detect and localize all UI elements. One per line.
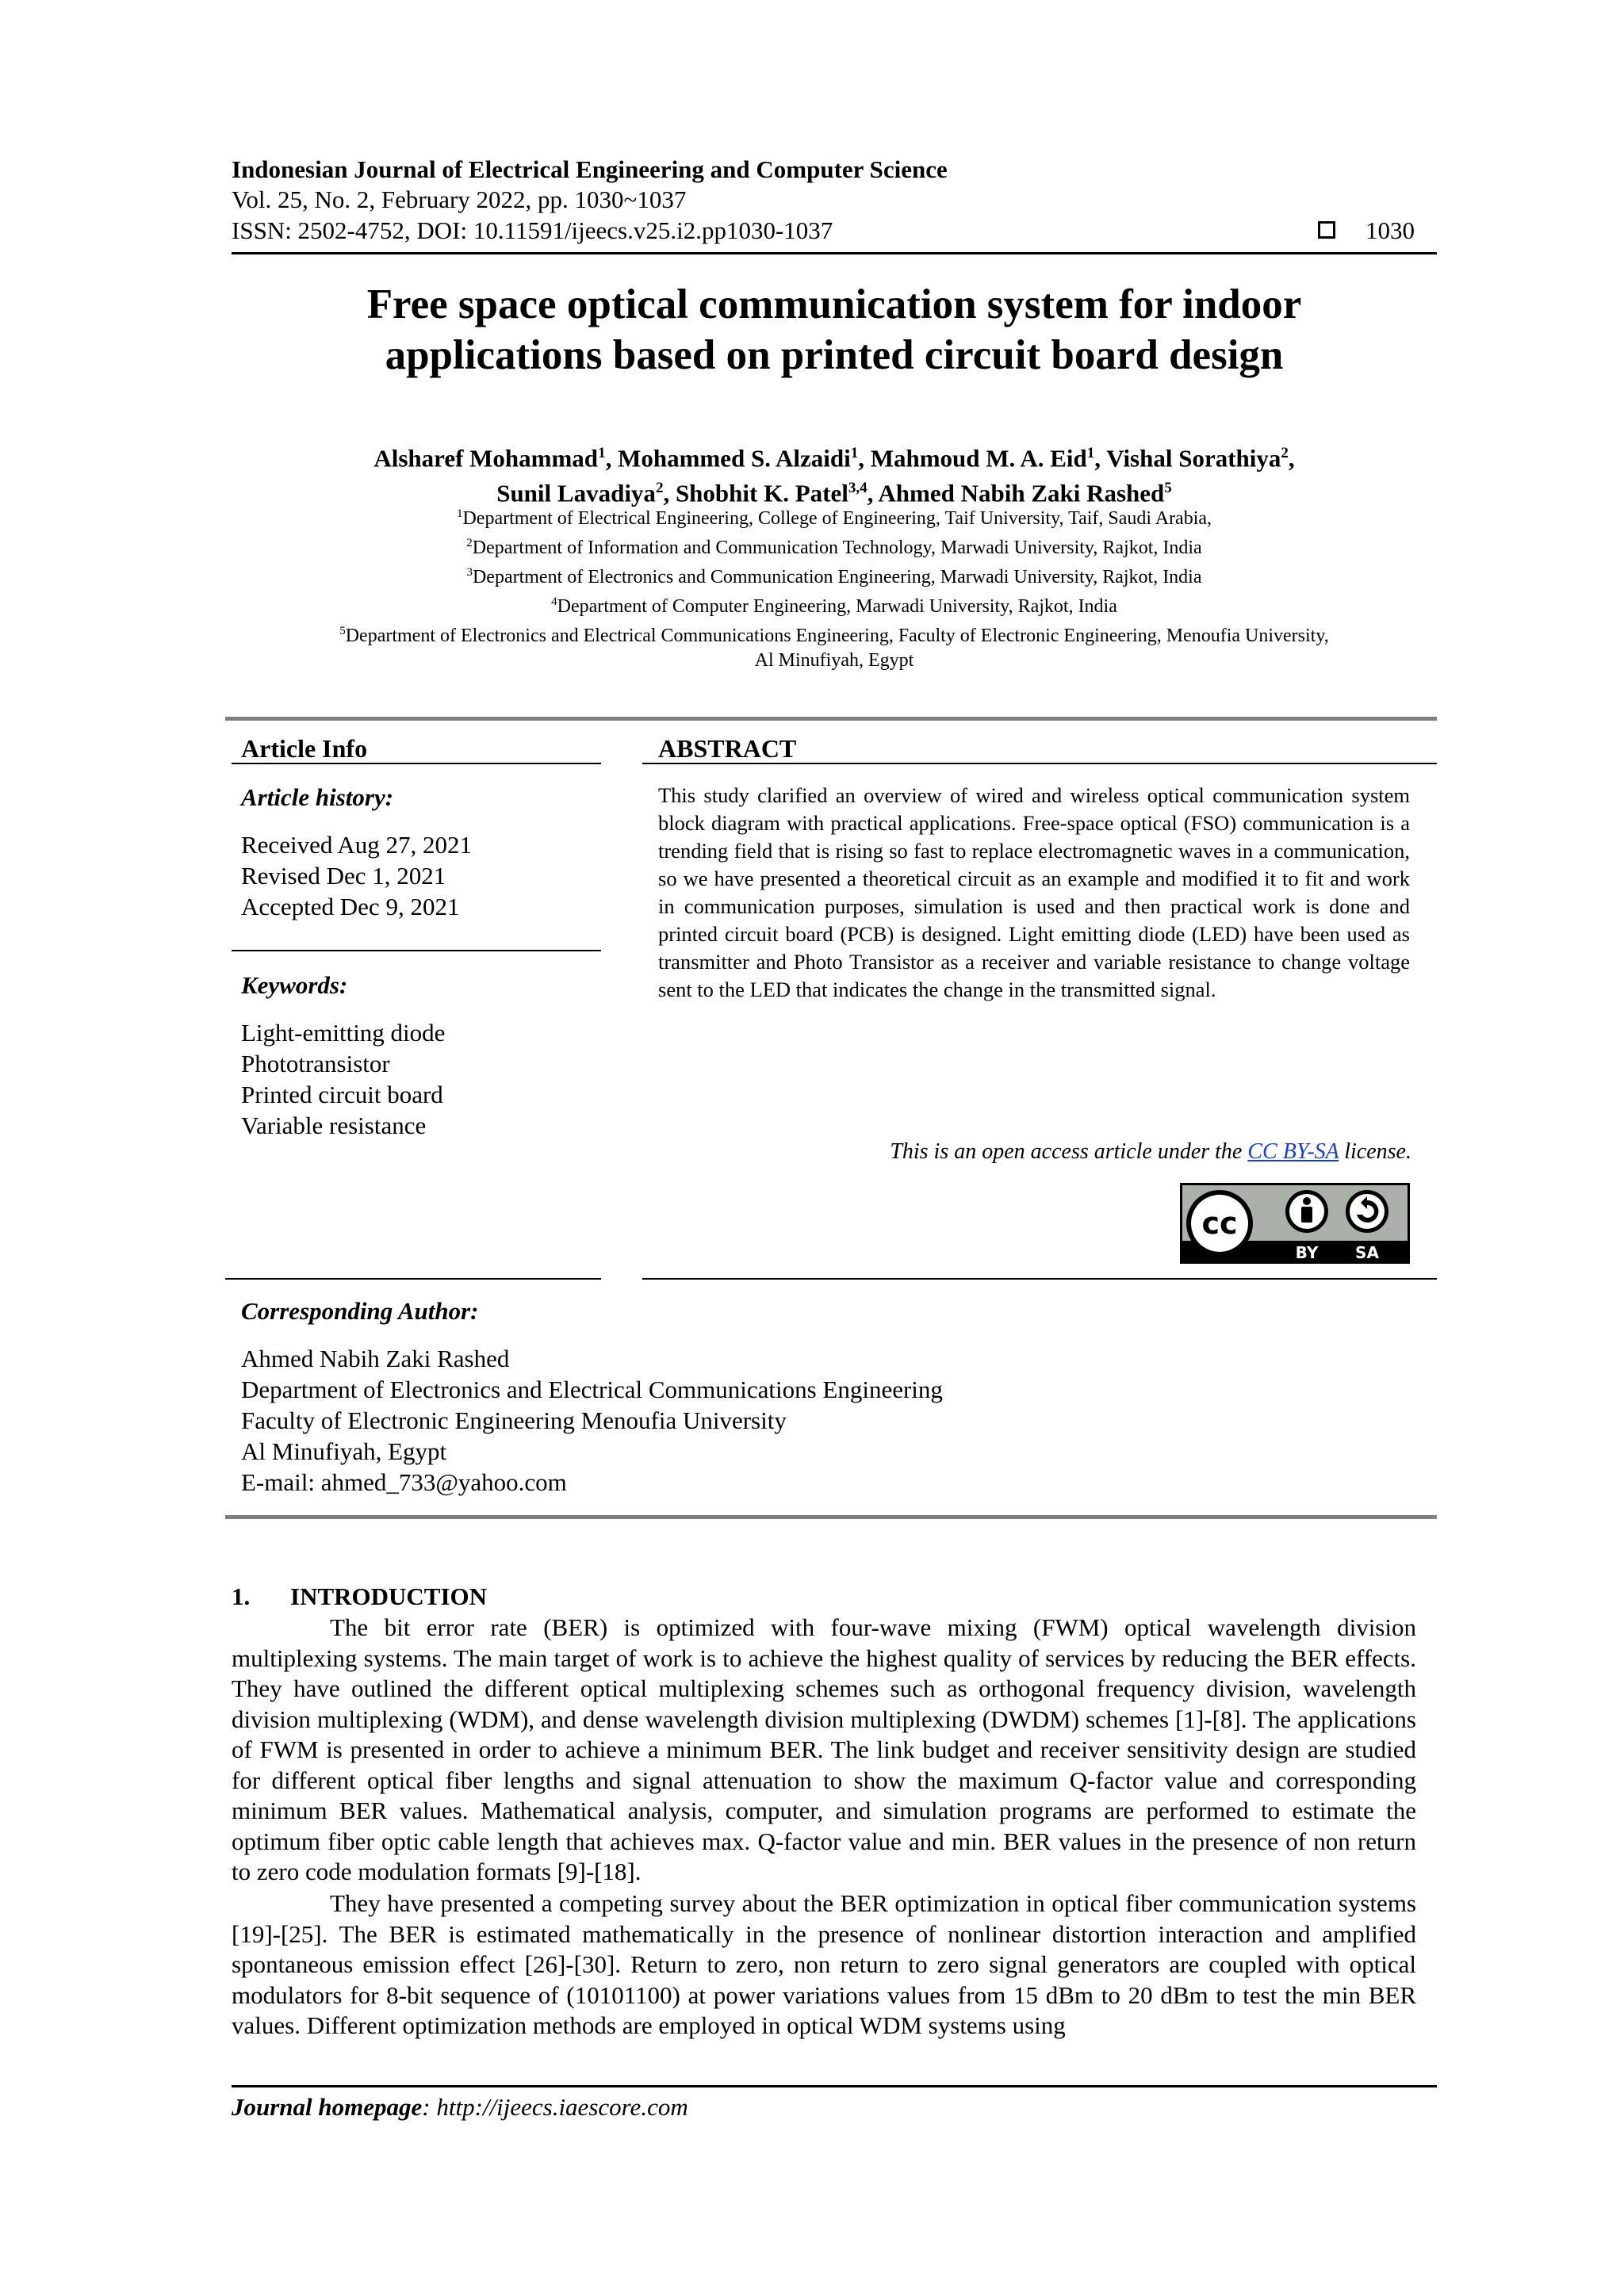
license-prefix: This is an open access article under the [890,1139,1248,1164]
badge-by-text: BY [1295,1243,1319,1262]
author-name: Shobhit K. Patel [675,479,848,507]
affil-mark: 3 [466,566,473,579]
homepage-url[interactable]: : http://ijeecs.iaescore.com [422,2093,688,2121]
author-affil-mark: 5 [1164,480,1172,497]
header-divider [232,252,1437,254]
keywords-heading: Keywords: [241,971,348,999]
history-keywords-rule [232,950,601,951]
affil-text: Department of Electronics and Communication Engineering, Marwadi University, Rajkot, India [472,567,1202,587]
history-item: Accepted Dec 9, 2021 [241,893,460,920]
author-name: Alsharef Mohammad [373,444,599,473]
author-list [232,438,1437,509]
affil-text: Department of Electrical Engineering, College of Engineering, Taif University, Taif, Saudi Arabia, [462,508,1212,529]
author-name: Ahmed Nabih Zaki Rashed [878,479,1165,507]
badge-sa-text: SA [1355,1243,1379,1262]
author-affil-mark: 3,4 [848,480,868,497]
title-line: applications based on printed circuit board design [385,332,1284,378]
keywords-list [241,1017,445,1141]
affiliation [232,502,1437,531]
keyword-item: Phototransistor [241,1050,390,1077]
affil-text: Department of Computer Engineering, Marwadi University, Rajkot, India [557,596,1117,617]
keyword-item: Variable resistance [241,1112,427,1139]
article-history-heading: Article history: [241,783,394,811]
history-item: Revised Dec 1, 2021 [241,862,446,890]
footer-divider [232,2085,1437,2087]
abstract-text: This study clarified an overview of wired and wireless optical communication system block diagram with practical applications. Free-space optical (FSO) communication is a trending field that is rising so fast to replace electromagnetic waves in a communication, so we have presented a theoretical circuit as an example and modified it to fit and work in communication purposes, simulation is used and then practical work is done and printed circuit board (PCB) is designed. Light emitting diode (LED) have been used as transmitter and Photo Transistor as a receiver and variable resistance to change voltage sent to the LED that indicates the change in the transmitted signal. [658,783,1410,1001]
affil-mark: 2 [466,537,473,549]
author-affil-mark: 1 [850,445,859,461]
article-info-rule [232,763,601,764]
affil-text: Al Minufiyah, Egypt [754,650,914,671]
intro-paragraph: The bit error rate (BER) is optimized with four-wave mixing (FWM) optical wavelength division multiplexing systems. The main target of work is to achieve the highest quality of services by reducing the BER effects. They have outlined the different optical multiplexing schemes such as orthogonal frequency division, wavelength division multiplexing (WDM), and dense wavelength division multiplexing (DWDM) schemes [1]-[8]. The applications of FWM is presented in order to achieve a minimum BER. The link budget and receiver sensitivity design are studied for different optical fiber lengths and signal attenuation to show the maximum Q-factor value and corresponding minimum BER values. Mathematical analysis, computer, and simulation programs are performed to estimate the optimum fiber optic cable length that achieves max. Q-factor value and min. BER values in the presence of non return to zero code modulation formats [9]-[18]. [232,1613,1416,1885]
paper-title [232,279,1437,381]
title-line: Free space optical communication system for indoor [366,281,1302,327]
corresponding-author-heading: Corresponding Author: [241,1297,479,1325]
corresponding-line: Faculty of Electronic Engineering Menoufia University [241,1406,787,1434]
info-box-bottom-rule [225,1515,1437,1519]
keywords-bottom-rule [225,1278,601,1280]
journal-name: Indonesian Journal of Electrical Engineering and Computer Science [232,155,948,183]
corresponding-author-details [241,1343,943,1498]
abstract-bottom-rule [642,1278,1437,1280]
affil-text: Department of Electronics and Electrical Communications Engineering, Faculty of Electronic Engineering, Menoufia University, [345,626,1329,646]
corresponding-email: E-mail: ahmed_733@yahoo.com [241,1468,567,1496]
corresponding-line: Department of Electronics and Electrical Communications Engineering [241,1376,943,1403]
author-affil-mark: 2 [655,480,664,497]
affiliation-list [232,502,1437,673]
author-name: Mohammed S. Alzaidi [618,444,851,473]
checkbox-icon [1318,221,1335,239]
keyword-item: Printed circuit board [241,1081,443,1108]
affiliation [232,619,1437,649]
author-name: Vishal Sorathiya [1106,444,1281,473]
cc-by-sa-link[interactable]: CC BY-SA [1247,1139,1339,1164]
volume-info: Vol. 25, No. 2, February 2022, pp. 1030~1037 [232,186,687,213]
affiliation [232,561,1437,590]
intro-paragraph: They have presented a competing survey about the BER optimization in optical fiber communication systems [19]-[25]. The BER is estimated mathematically in the presence of nonlinear distortion interaction and amplified spontaneous emission effect [26]-[30]. Return to zero, non return to zero signal generators are coupled with optical modulators for 8-bit sequence of (10101100) at power variations values from 15 dBm to 20 dBm to test the min BER values. Different optimization methods are employed in optical WDM systems using [232,1889,1416,2039]
article-history-list [241,829,472,922]
section-number: 1. [232,1582,251,1610]
affil-mark: 5 [339,625,346,637]
author-affil-mark: 1 [598,445,606,461]
section-title: INTRODUCTION [290,1582,488,1610]
affil-mark: 4 [551,595,557,608]
corresponding-line: Al Minufiyah, Egypt [241,1437,447,1465]
abstract-rule [642,763,1437,764]
author-line: Alsharef Mohammad$^1$, Mohammed S. Alzaidi$^1$, Mahmoud M. A. Eid$^1$, Vishal Sorathiya$^2$, [373,444,1295,473]
affiliation [232,531,1437,561]
affil-text: Department of Information and Communication Technology, Marwadi University, Rajkot, India [472,538,1202,558]
affiliation [232,649,1437,673]
keyword-item: Light-emitting diode [241,1019,446,1047]
info-box-top-rule [225,717,1437,721]
author-name: Sunil Lavadiya [496,479,656,507]
issn-doi: ISSN: 2502-4752, DOI: 10.11591/ijeecs.v25.i2.pp1030-1037 [232,216,833,244]
author-name: Mahmoud M. A. Eid [870,444,1087,473]
badge-cc-text: cc [1201,1206,1238,1241]
page-number: 1030 [1365,216,1415,244]
author-affil-mark: 2 [1281,445,1289,461]
abstract-heading: ABSTRACT [658,734,797,763]
journal-homepage [232,2093,688,2122]
affiliation [232,590,1437,619]
license-statement [658,1139,1411,1165]
article-info-heading: Article Info [241,734,368,763]
author-affil-mark: 1 [1086,445,1095,461]
footer-label: Journal homepage [232,2093,423,2121]
corresponding-line: Ahmed Nabih Zaki Rashed [241,1345,510,1372]
author-line: Sunil Lavadiya$^2$, Shobhit K. Patel$^{3,4}$, Ahmed Nabih Zaki Rashed$^5$ [496,479,1172,507]
cc-by-sa-badge-icon [1180,1183,1410,1264]
affil-mark: 1 [456,507,463,520]
history-item: Received Aug 27, 2021 [241,831,473,859]
license-suffix: license. [1339,1139,1411,1164]
